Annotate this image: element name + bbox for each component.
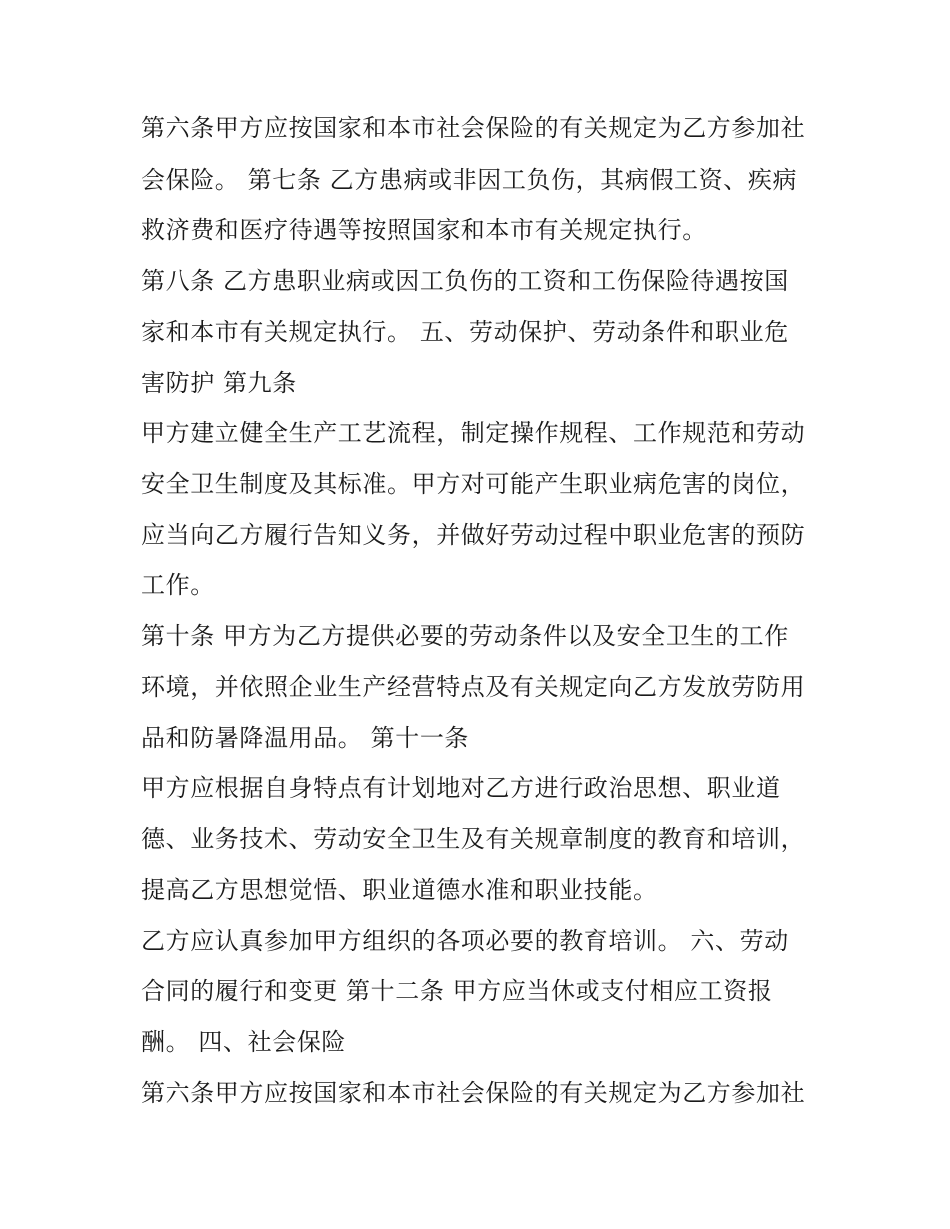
text-line: 合同的履行和变更 第十二条 甲方应当休或支付相应工资报: [141, 977, 773, 1005]
text-line: 安全卫生制度及其标准。甲方对可能产生职业病危害的岗位，: [141, 470, 806, 498]
text-line: 害防护 第九条: [141, 369, 297, 397]
text-line: 救济费和医疗待遇等按照国家和本市有关规定执行。: [141, 216, 707, 244]
text-line: 酬。 四、社会保险: [141, 1028, 347, 1056]
text-line: 德、业务技术、劳动安全卫生及有关规章制度的教育和培训，: [141, 825, 806, 853]
text-line: 第六条甲方应按国家和本市社会保险的有关规定为乙方参加社: [141, 1079, 806, 1107]
text-line: 家和本市有关规定执行。 五、劳动保护、劳动条件和职业危: [141, 318, 789, 346]
text-line: 第十条 甲方为乙方提供必要的劳动条件以及安全卫生的工作: [141, 622, 789, 650]
text-line: 第八条 乙方患职业病或因工负伤的工资和工伤保险待遇按国: [141, 267, 789, 295]
text-line: 第六条甲方应按国家和本市社会保险的有关规定为乙方参加社: [141, 114, 806, 142]
text-line: 乙方应认真参加甲方组织的各项必要的教育培训。 六、劳动: [141, 927, 789, 955]
text-line: 甲方应根据自身特点有计划地对乙方进行政治思想、职业道: [141, 774, 781, 802]
text-line: 品和防暑降温用品。 第十一条: [141, 724, 470, 752]
text-line: 应当向乙方履行告知义务，并做好劳动过程中职业危害的预防: [141, 521, 806, 549]
text-line: 甲方建立健全生产工艺流程，制定操作规程、工作规范和劳动: [141, 419, 806, 447]
text-line: 环境，并依照企业生产经营特点及有关规定向乙方发放劳防用: [141, 673, 806, 701]
text-line: 会保险。 第七条 乙方患病或非因工负伤，其病假工资、疾病: [141, 166, 798, 194]
text-line: 工作。: [141, 571, 215, 599]
text-line: 提高乙方思想觉悟、职业道德水准和职业技能。: [141, 876, 658, 904]
